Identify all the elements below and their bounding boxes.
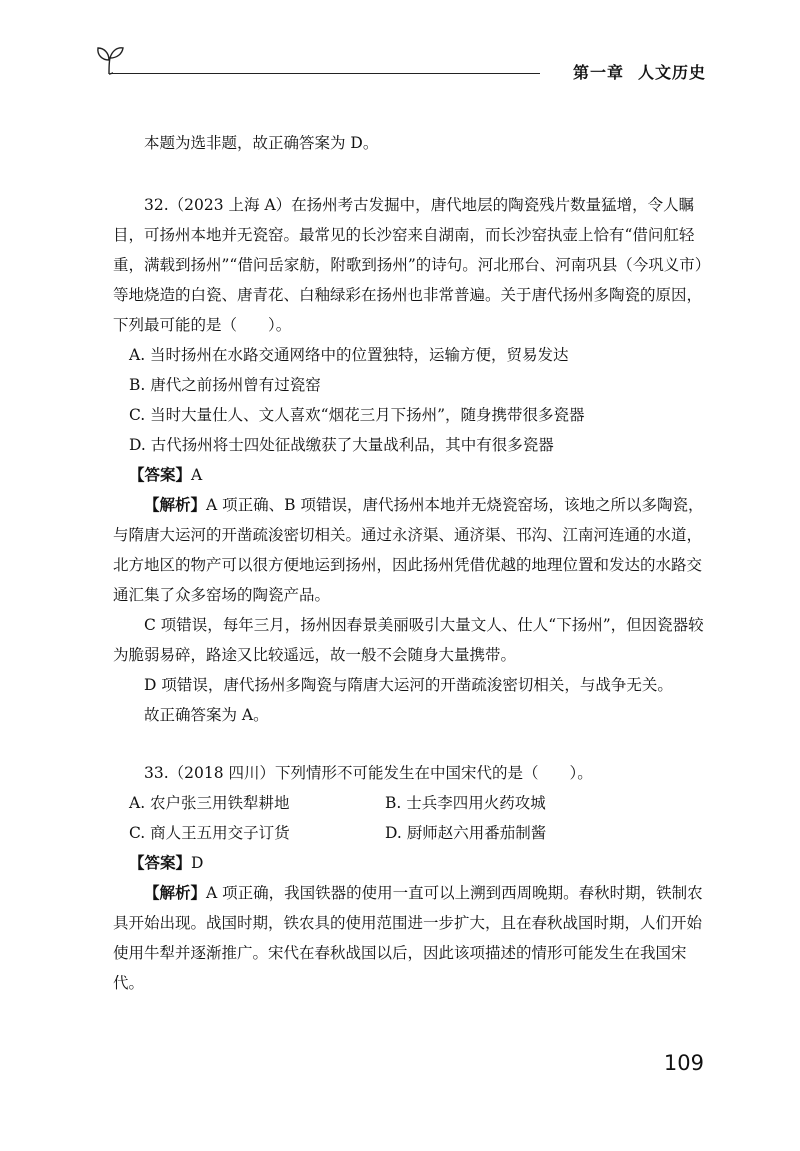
question-32 xyxy=(113,190,707,730)
option-d: D. 古代扬州将士四处征战缴获了大量战利品，其中有很多瓷器 xyxy=(129,436,554,454)
question-33 xyxy=(113,758,707,998)
question-stem: 32.（2023 上海 A）在扬州考古发掘中，唐代地层的陶瓷残片数量猛增，令人瞩目，可扬州本地并无瓷窑。最常见的长沙窑来自湖南，而长沙窑执壶上恰有“借问舡轻重，满载到扬州”“借问岳家舫，附歌到扬州”的诗句。河北邢台、河南巩县（今巩义市）等地烧造的白瓷、唐青花、白釉绿彩在扬州也非常普遍。关于唐代扬州多陶瓷的原因，下列最可能的是（ ）。 xyxy=(113,196,703,334)
answer-value: D xyxy=(191,854,204,872)
chapter-title: 人文历史 xyxy=(637,63,706,82)
option-a: A. 农户张三用铁犁耕地 xyxy=(129,794,290,812)
answer-label: 【答案】 xyxy=(129,853,192,872)
answer-label: 【答案】 xyxy=(129,465,192,484)
option-d: D. 厨师赵六用番茄制酱 xyxy=(385,824,547,842)
options-row xyxy=(113,788,707,818)
analysis-paragraph: C 项错误，每年三月，扬州因春景美丽吸引大量文人、仕人“下扬州”，但因瓷器较为脆弱易碎，路途又比较遥远，故一般不会随身大量携带。 xyxy=(113,616,704,664)
chapter-heading xyxy=(573,60,706,83)
page-body xyxy=(113,128,707,998)
intro-paragraph: 本题为选非题，故正确答案为 D。 xyxy=(144,134,379,152)
answer-line xyxy=(113,460,707,490)
option-b: B. 唐代之前扬州曾有过瓷窑 xyxy=(129,376,321,394)
options-row xyxy=(113,818,707,848)
running-header xyxy=(0,0,800,90)
analysis-paragraph: D 项错误，唐代扬州多陶瓷与隋唐大运河的开凿疏浚密切相关，与战争无关。 xyxy=(144,676,673,694)
question-stem: 33.（2018 四川）下列情形不可能发生在中国宋代的是（ ）。 xyxy=(144,764,593,782)
header-rule xyxy=(112,73,540,74)
answer-value: A xyxy=(191,466,203,484)
conclusion-line: 故正确答案为 A。 xyxy=(144,706,269,724)
chapter-number: 第一章 xyxy=(572,63,624,82)
analysis-paragraph: 【解析】A 项正确、B 项错误，唐代扬州本地并无烧瓷窑场，该地之所以多陶瓷，与隋唐大运河的开凿疏浚密切相关。通过永济渠、通济渠、邗沟、江南河连通的水道，北方地区的物产可以很方便地运到扬州，因此扬州凭借优越的地理位置和发达的水路交通汇集了众多窑场的陶瓷产品。 xyxy=(113,495,704,604)
option-c: C. 商人王五用交子订货 xyxy=(129,824,290,842)
analysis-paragraph: 【解析】A 项正确，我国铁器的使用一直可以上溯到西周晚期。春秋时期，铁制农具开始出现。战国时期，铁农具的使用范围进一步扩大，且在春秋战国时期，人们开始使用牛犁并逐渐推广。宋代在春秋战国以后，因此该项描述的情形可能发生在我国宋代。 xyxy=(113,883,703,992)
analysis-label: 【解析】 xyxy=(144,883,207,902)
analysis-label: 【解析】 xyxy=(144,495,207,514)
answer-line xyxy=(113,848,707,878)
option-b: B. 士兵李四用火药攻城 xyxy=(385,794,546,812)
option-a: A. 当时扬州在水路交通网络中的位置独特，运输方便，贸易发达 xyxy=(129,346,569,364)
page-number: 109 xyxy=(663,1051,704,1075)
option-c: C. 当时大量仕人、文人喜欢“烟花三月下扬州”，随身携带很多瓷器 xyxy=(129,406,585,424)
